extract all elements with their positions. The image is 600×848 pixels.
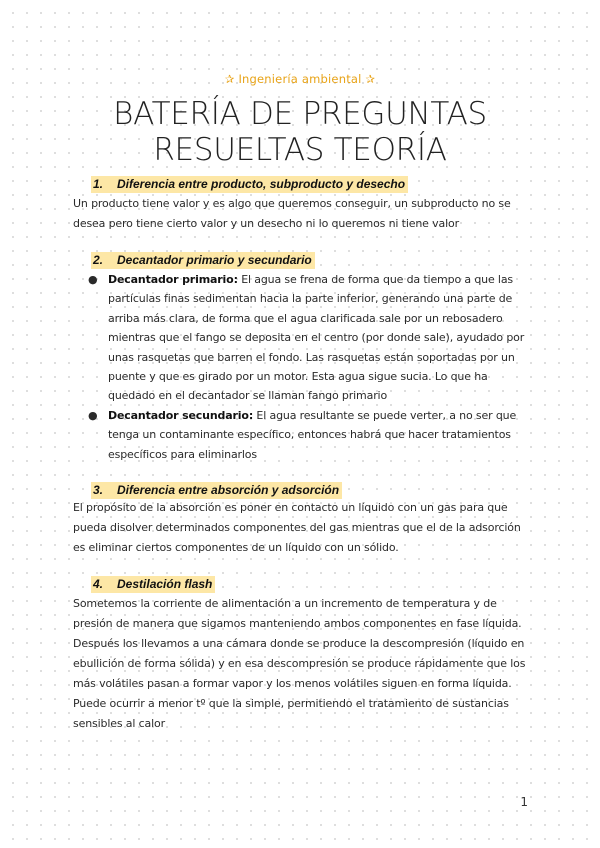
section-3-body: El propósito de la absorción es poner en contacto un líquido con un gas para que pueda disolver determinados componentes del gas mientras que el de la adsorción es eliminar ciertos componentes de un líquido con un sólido. <box>73 501 521 554</box>
section-2-title: Decantador primario y secundario <box>117 253 312 267</box>
title-line-2: RESUELTAS TEORÍA <box>153 132 447 168</box>
section-4-number: 4. <box>93 577 104 591</box>
section-4-body: Sometemos la corriente de alimentación a un incremento de temperatura y de presión de manera que sigamos manteniendo ambos componentes en fase líquida. Después los llevamos a una cámara donde se produce la descompresión (líquido en ebullición de forma sólida) y en esa descompresión se produce rápidamente que los más volátiles pasan a formar vapor y los menos volátiles siguen en forma líquida. Puede ocurrir a menor tº que la simple, permitiendo el tratamiento de sustancias sensibles al calor <box>73 597 526 730</box>
section-3-title: Diferencia entre absorción y adsorción <box>117 483 340 497</box>
bullet-term: Decantador secundario: <box>108 408 254 422</box>
section-1-heading <box>91 177 408 191</box>
bullet-text: El agua resultante se puede verter, a no ser que tenga un contaminante específico, entonces habrá que hacer tratamientos específicos para eliminarlos <box>108 408 517 461</box>
section-4-title: Destilación flash <box>117 577 213 591</box>
bullet-text: El agua se frena de forma que da tiempo a que las partículas finas sedimentan hacia la parte inferior, generando una parte de arriba más clara, de forma que el agua clarificada sale por un rebosadero mientras que el fango se deposita en el centro (por donde sale), ayudado por unas rasquetas que barren el fondo. Las rasquetas están soportadas por un puente y que es girado por un motor. Esta agua sigue sucia. Lo que ha quedado en el decantador se llaman fango primario <box>108 273 525 403</box>
title-line-1: BATERÍA DE PREGUNTAS <box>113 96 487 132</box>
page-title <box>0 96 600 168</box>
section-2-bullet-list <box>88 270 532 464</box>
section-3-heading <box>91 483 342 497</box>
bullet-term: Decantador primario: <box>108 273 238 286</box>
section-1-number: 1. <box>93 177 104 191</box>
section-1-title: Diferencia entre producto, subproducto y desecho <box>117 177 406 191</box>
course-subtitle: ✰ Ingeniería ambiental ✰ <box>224 72 376 86</box>
section-2-number: 2. <box>93 253 104 267</box>
section-3-number: 3. <box>93 483 104 497</box>
page-number: 1 <box>520 795 528 809</box>
section-1-body: Un producto tiene valor y es algo que queremos conseguir, un subproducto no se desea pero tiene cierto valor y un desecho ni lo queremos ni tiene valor <box>73 197 511 230</box>
section-4-heading <box>91 577 215 591</box>
bullet-dot-icon: ● <box>88 273 98 286</box>
section-2-heading <box>91 253 315 267</box>
list-item <box>88 270 532 406</box>
bullet-dot-icon: ● <box>88 408 98 422</box>
list-item <box>88 406 532 464</box>
